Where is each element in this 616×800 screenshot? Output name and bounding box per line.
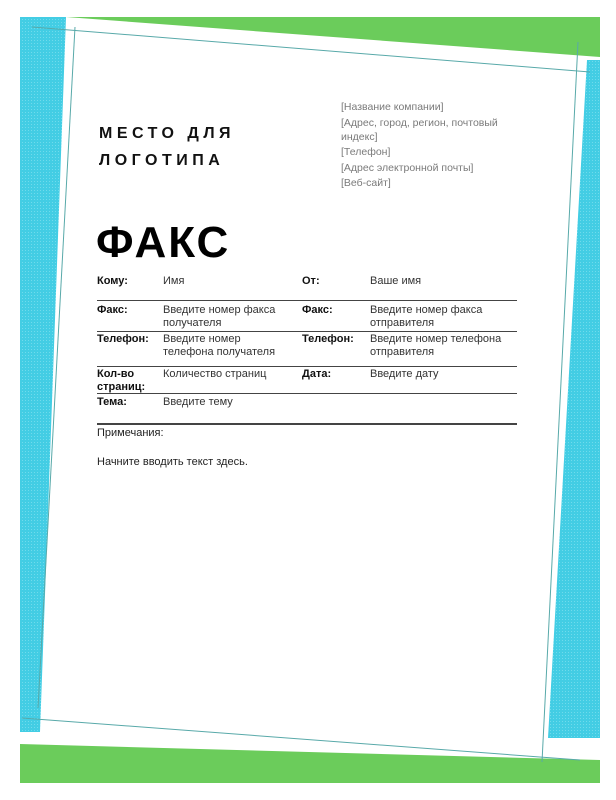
- to-label: Кому:: [97, 275, 128, 287]
- to-value[interactable]: Имя: [163, 275, 185, 287]
- subject-value[interactable]: Введите тему: [163, 396, 233, 408]
- date-value[interactable]: Введите дату: [370, 368, 439, 380]
- logo-line-1: МЕСТО ДЛЯ: [99, 125, 236, 142]
- company-name[interactable]: [Название компании]: [341, 101, 444, 113]
- form-divider: [97, 366, 517, 367]
- phone-to-value[interactable]: Введите номер телефона получателя: [163, 333, 276, 358]
- phone-from-value[interactable]: Введите номер телефона отправителя: [370, 333, 502, 358]
- document-title: ФАКС: [96, 218, 231, 267]
- notes-label: Примечания:: [97, 427, 164, 439]
- fax-to-label: Факс:: [97, 304, 128, 316]
- notes-text[interactable]: Начните вводить текст здесь.: [97, 456, 248, 468]
- company-info: [341, 100, 526, 192]
- form-divider: [97, 393, 517, 394]
- right-cyan-strip: [548, 60, 600, 738]
- subject-label: Тема:: [97, 396, 127, 408]
- pages-value[interactable]: Количество страниц: [163, 368, 267, 380]
- fax-from-label: Факс:: [302, 304, 333, 316]
- company-address[interactable]: [Адрес, город, регион, почтовый индекс]: [341, 116, 498, 143]
- pages-label: Кол-во страниц:: [97, 368, 146, 393]
- from-label: От:: [302, 275, 320, 287]
- phone-from-label: Телефон:: [302, 333, 354, 345]
- phone-to-label: Телефон:: [97, 333, 149, 345]
- logo-line-2: ЛОГОТИПА: [99, 152, 225, 169]
- from-value[interactable]: Ваше имя: [370, 275, 422, 287]
- company-website[interactable]: [Веб-сайт]: [341, 177, 391, 189]
- company-phone[interactable]: [Телефон]: [341, 146, 391, 158]
- date-label: Дата:: [302, 368, 332, 380]
- company-email[interactable]: [Адрес электронной почты]: [341, 161, 474, 174]
- form-divider: [97, 331, 517, 332]
- bottom-green-band: [20, 744, 600, 783]
- form-divider: [97, 423, 517, 425]
- fax-to-value[interactable]: Введите номер факса получателя: [163, 304, 276, 329]
- fax-from-value[interactable]: Введите номер факса отправителя: [370, 304, 483, 329]
- form-divider: [97, 300, 517, 301]
- logo-placeholder: [99, 120, 235, 174]
